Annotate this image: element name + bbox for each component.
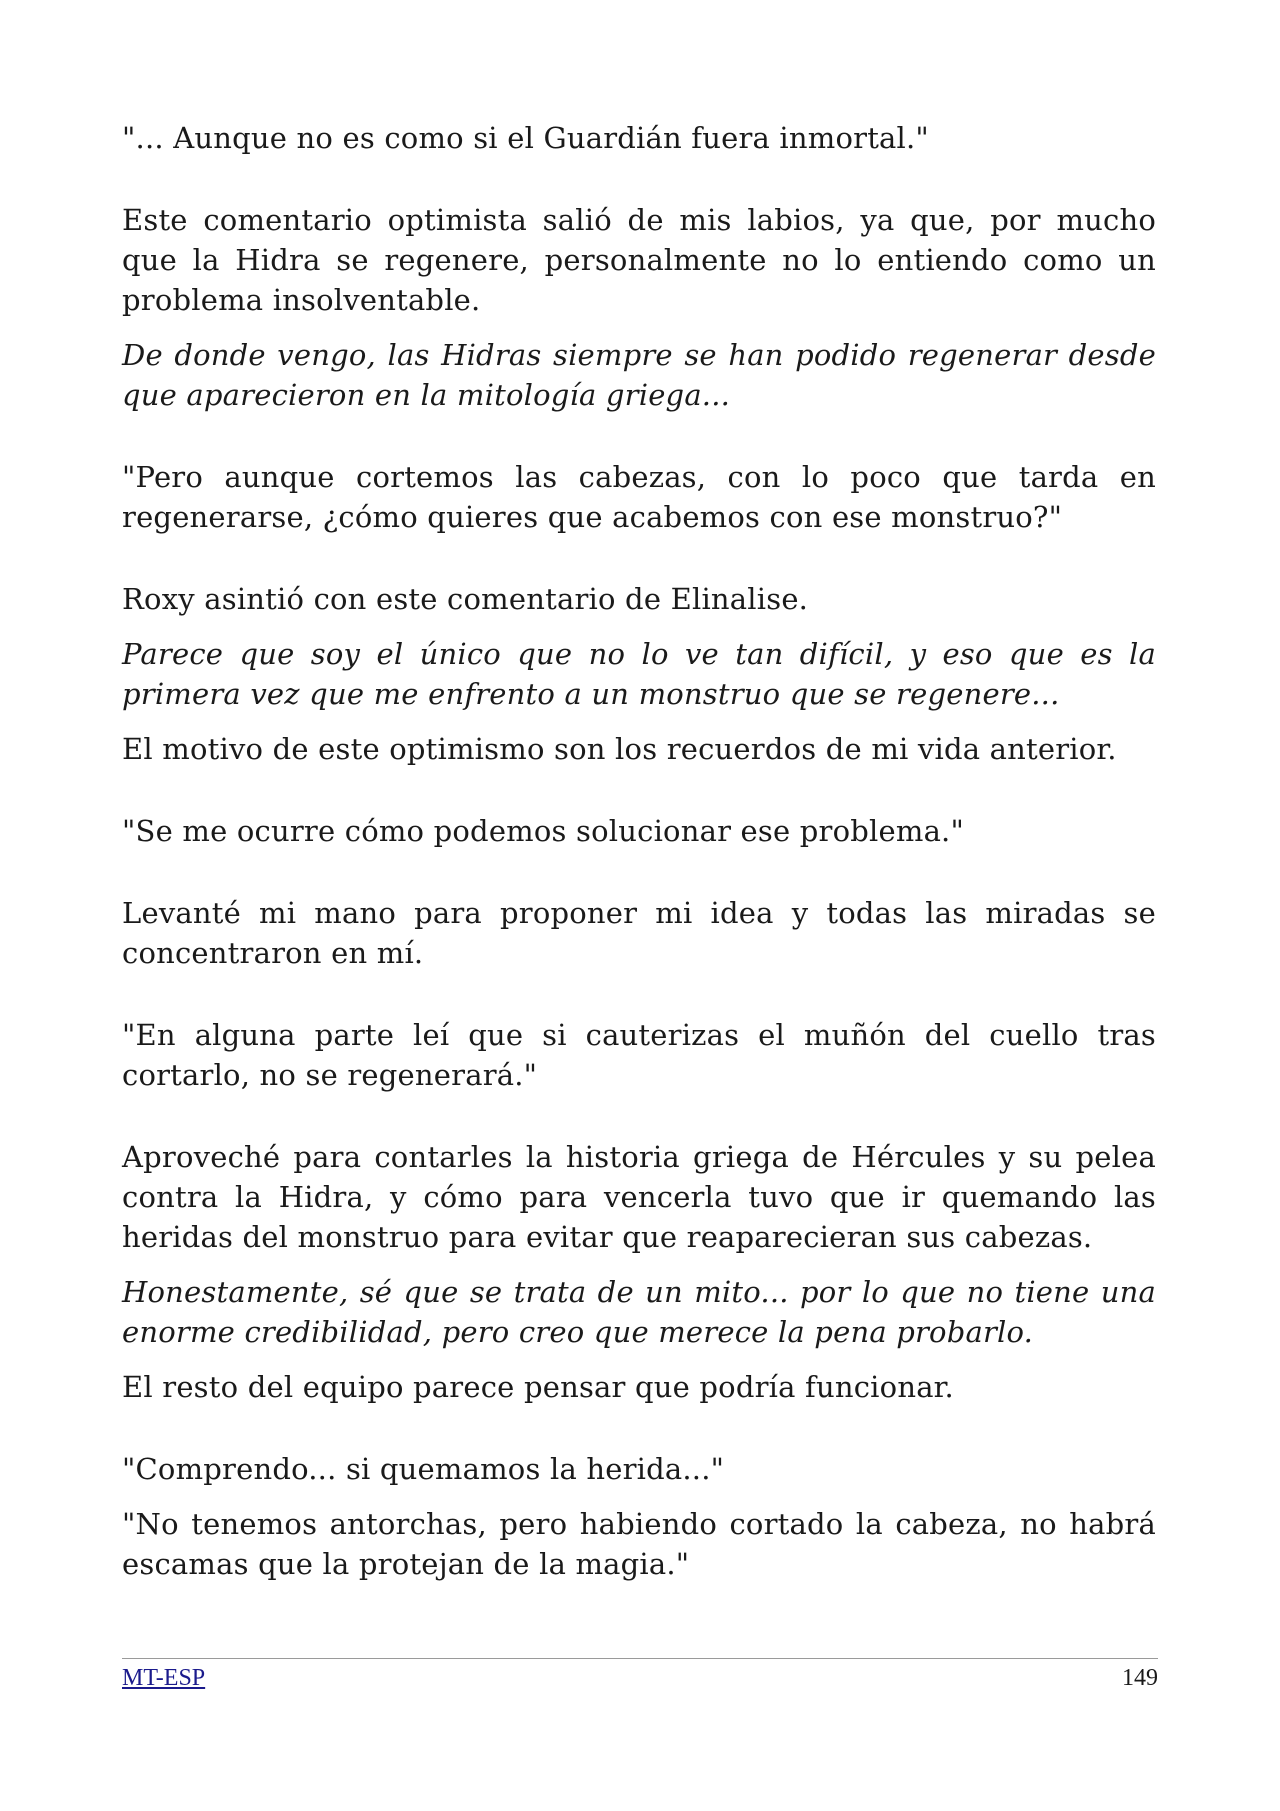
paragraph-9: Levanté mi mano para proponer mi idea y todas las miradas se concentraron en mí.	[122, 896, 1156, 970]
paragraph-8: "Se me ocurre cómo podemos solucionar ese problema."	[122, 814, 965, 848]
paragraph-13: El resto del equipo parece pensar que podría funcionar.	[122, 1370, 954, 1404]
page-body	[122, 118, 1156, 1584]
footer-link[interactable]: MT-ESP	[122, 1665, 206, 1691]
paragraph-6: Parece que soy el único que no lo ve tan difícil, y eso que es la primera vez que me enfrento a un monstruo que se regenere...	[122, 637, 1156, 711]
paragraph-3: De donde vengo, las Hidras siempre se han podido regenerar desde que aparecieron en la mitología griega...	[122, 338, 1156, 412]
paragraph-5: Roxy asintió con este comentario de Elinalise.	[122, 582, 809, 616]
paragraph-1: "... Aunque no es como si el Guardián fuera inmortal."	[122, 121, 929, 155]
paragraph-12: Honestamente, sé que se trata de un mito... por lo que no tiene una enorme credibilidad, pero creo que merece la pena probarlo.	[122, 1275, 1156, 1349]
paragraph-11: Aproveché para contarles la historia griega de Hércules y su pelea contra la Hidra, y cómo para vencerla tuvo que ir quemando las heridas del monstruo para evitar que reaparecieran sus cabezas.	[122, 1140, 1156, 1254]
page-footer	[122, 1658, 1158, 1691]
paragraph-2: Este comentario optimista salió de mis labios, ya que, por mucho que la Hidra se regenere, personalmente no lo entiendo como un problema insolventable.	[122, 203, 1156, 317]
paragraph-15: "No tenemos antorchas, pero habiendo cortado la cabeza, no habrá escamas que la protejan de la magia."	[122, 1507, 1156, 1581]
paragraph-4: "Pero aunque cortemos las cabezas, con lo poco que tarda en regenerarse, ¿cómo quieres que acabemos con ese monstruo?"	[122, 460, 1156, 534]
paragraph-7: El motivo de este optimismo son los recuerdos de mi vida anterior.	[122, 732, 1117, 766]
paragraph-14: "Comprendo... si quemamos la herida..."	[122, 1452, 725, 1486]
paragraph-10: "En alguna parte leí que si cauterizas el muñón del cuello tras cortarlo, no se regenerará."	[122, 1018, 1156, 1092]
page-number: 149	[1122, 1665, 1158, 1691]
